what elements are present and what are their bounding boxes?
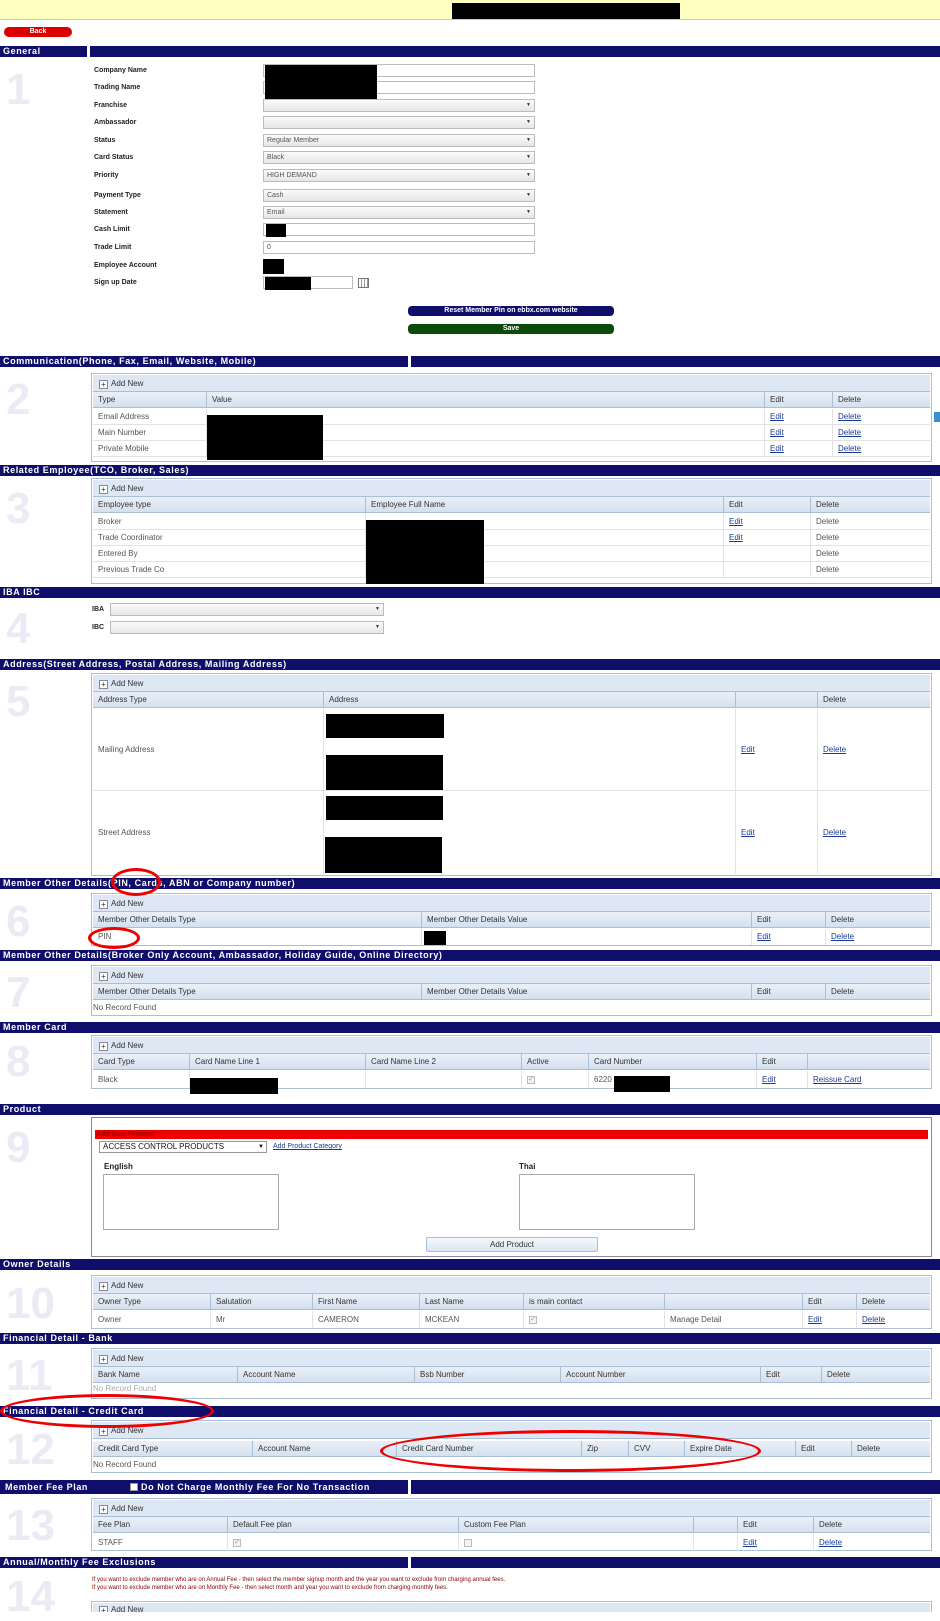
employee-grid <box>91 478 932 584</box>
column-header <box>735 692 817 707</box>
highlight-circle <box>380 1430 761 1472</box>
column-header: Active <box>521 1054 588 1069</box>
add-new-product-bar: Add New Product <box>95 1130 928 1139</box>
section-number: 10 <box>6 1279 55 1328</box>
statement-label: Statement <box>94 209 128 216</box>
company-name-label: Company Name <box>94 67 147 74</box>
add-new-button[interactable] <box>93 675 930 692</box>
redacted-block <box>190 1078 278 1094</box>
employee-type-cell: Trade Coordinator <box>98 533 163 542</box>
highlight-circle <box>0 1394 214 1428</box>
fee-plan-grid <box>91 1498 932 1551</box>
plus-icon: + <box>99 972 108 981</box>
grid-header <box>93 497 930 513</box>
section-member-fee-plan <box>0 1480 940 1494</box>
thai-textarea[interactable] <box>519 1174 695 1230</box>
add-new-button[interactable] <box>93 1037 930 1054</box>
section-title: Financial Detail - Bank <box>3 1333 113 1343</box>
redacted-block <box>326 714 444 738</box>
column-header <box>664 1294 802 1309</box>
section-number: 8 <box>6 1037 31 1086</box>
redacted-block <box>424 931 446 945</box>
franchise-select[interactable] <box>263 99 535 112</box>
manage-detail-link[interactable]: Manage Detail <box>664 1311 802 1328</box>
column-header: Employee Full Name <box>365 497 723 512</box>
card-status-label: Card Status <box>94 154 134 161</box>
grid-header <box>93 912 930 928</box>
add-new-label: Add New <box>111 379 144 388</box>
edit-link[interactable]: Edit <box>735 709 817 790</box>
section-general <box>0 46 940 57</box>
delete-link[interactable]: Delete <box>825 929 932 945</box>
redacted-title <box>452 3 680 19</box>
column-header: Delete <box>810 497 932 512</box>
column-header: Edit <box>760 1367 821 1382</box>
plus-icon: + <box>99 380 108 389</box>
section-number: 2 <box>6 375 31 424</box>
highlight-circle <box>111 868 161 896</box>
column-header: Edit <box>764 392 832 407</box>
table-row <box>93 929 930 945</box>
column-header: Delete <box>825 912 932 927</box>
add-new-label: Add New <box>111 1605 144 1612</box>
add-new-label: Add New <box>111 971 144 980</box>
add-new-button[interactable] <box>93 1350 930 1367</box>
add-new-label: Add New <box>111 484 144 493</box>
plus-icon: + <box>99 1355 108 1364</box>
column-header: Card Type <box>98 1057 135 1066</box>
redacted-block <box>326 796 443 820</box>
other-details-grid <box>91 893 932 946</box>
employee-type-cell: Previous Trade Co <box>98 565 165 574</box>
column-header: Owner Type <box>98 1297 141 1306</box>
status-label: Status <box>94 137 116 144</box>
column-header: is main contact <box>523 1294 664 1309</box>
column-header: Zip <box>581 1441 628 1456</box>
first-name-cell: CAMERON <box>312 1311 419 1328</box>
redacted-block <box>326 755 443 790</box>
column-header: Credit Card Number <box>396 1441 581 1456</box>
delete-link[interactable]: Delete <box>832 441 932 456</box>
cash-limit-label: Cash Limit <box>94 226 130 233</box>
check-icon: ✓ <box>528 1075 534 1083</box>
payment-type-label: Payment Type <box>94 192 141 199</box>
column-header: Fee Plan <box>98 1520 131 1529</box>
column-header: Salutation <box>210 1294 312 1309</box>
section-number: 7 <box>6 968 31 1017</box>
column-header: Type <box>98 395 116 404</box>
franchise-label: Franchise <box>94 102 128 109</box>
column-header: Account Number <box>560 1367 760 1382</box>
employee-type-cell: Entered By <box>98 549 138 558</box>
address-type-cell: Street Address <box>98 828 151 837</box>
bank-grid <box>91 1348 932 1399</box>
section-related-employee <box>0 465 940 476</box>
column-header: Expire Date <box>684 1441 795 1456</box>
section-owner-details <box>0 1259 940 1270</box>
edit-link[interactable]: Edit <box>723 530 810 545</box>
payment-type-select[interactable]: Cash ▼ <box>263 189 535 202</box>
table-row <box>93 1311 930 1328</box>
grid-header <box>93 1367 930 1383</box>
delete-link[interactable]: Delete <box>856 1311 932 1328</box>
annual-fee-note: If you want to exclude member who are on Annual Fee - then select the member signup month and the year you want to exclude from charging annual fees. <box>92 1577 506 1583</box>
redacted-block <box>207 415 323 460</box>
add-new-button[interactable] <box>93 1277 930 1294</box>
grid-header <box>93 1517 930 1533</box>
section-number: 13 <box>6 1501 55 1550</box>
grid-header <box>93 1294 930 1310</box>
column-header: Card Number <box>588 1054 756 1069</box>
column-header: Bank Name <box>98 1370 140 1379</box>
trade-limit-label: Trade Limit <box>94 244 132 251</box>
add-new-label: Add New <box>111 1281 144 1290</box>
add-product-category-link[interactable]: Add Product Category <box>273 1143 342 1150</box>
checkbox-icon <box>464 1539 472 1547</box>
ibc-label: IBC <box>92 624 105 631</box>
type-cell: Private Mobile <box>98 444 149 453</box>
column-header: Card Name Line 1 <box>189 1054 365 1069</box>
column-header: Delete <box>851 1441 932 1456</box>
section-title: IBA IBC <box>3 587 41 597</box>
monthly-fee-note: If you want to exclude member who are on Monthly Fee - then select month and year you want to exclude from charging monthly fees. <box>92 1585 448 1591</box>
plus-icon: + <box>99 1427 108 1436</box>
card-status-select[interactable]: Black ▼ <box>263 151 535 164</box>
column-header: CVV <box>628 1441 684 1456</box>
no-record-text: No Record Found <box>93 1003 157 1012</box>
custom-fee-checkbox[interactable] <box>458 1534 693 1551</box>
plus-icon: + <box>99 1606 108 1612</box>
section-financial-bank <box>0 1333 940 1344</box>
grid-header <box>93 1054 930 1070</box>
redacted-block <box>614 1076 670 1092</box>
section-title: Communication(Phone, Fax, Email, Website, Mobile) <box>3 356 257 366</box>
delete-link[interactable]: Delete <box>832 425 932 440</box>
no-record-text: No Record Found <box>93 1384 157 1393</box>
empty-cell <box>693 1534 737 1551</box>
delete-link[interactable]: Delete <box>813 1534 932 1551</box>
check-icon: ✓ <box>530 1315 536 1323</box>
add-new-label: Add New <box>111 1354 144 1363</box>
column-header: Employee type <box>98 500 151 509</box>
section-number: 1 <box>6 65 31 114</box>
member-card-grid <box>91 1035 932 1089</box>
calendar-icon[interactable] <box>358 278 369 288</box>
dropdown-arrow-icon: ▼ <box>258 1144 264 1150</box>
section-number: 5 <box>6 677 31 726</box>
default-fee-checkbox[interactable] <box>227 1534 458 1551</box>
section-title: Member Card <box>3 1022 68 1032</box>
column-header: Last Name <box>419 1294 523 1309</box>
value-cell <box>421 929 751 945</box>
card-name-line2-cell <box>365 1071 521 1088</box>
add-new-label: Add New <box>111 679 144 688</box>
column-header: Delete <box>825 984 932 999</box>
section-number: 12 <box>6 1425 55 1474</box>
column-header: Card Name Line 2 <box>365 1054 521 1069</box>
employee-type-cell: Broker <box>98 517 122 526</box>
product-category-value: ACCESS CONTROL PRODUCTS <box>103 1142 225 1151</box>
column-header: Member Other Details Type <box>98 915 196 924</box>
section-fee-exclusions <box>0 1557 940 1568</box>
product-category-select[interactable] <box>99 1141 267 1153</box>
section-iba-ibc <box>0 587 940 598</box>
section-number: 4 <box>6 604 31 653</box>
reset-member-pin-button[interactable]: Reset Member Pin on ebbx.com website <box>408 306 614 316</box>
section-address <box>0 659 940 670</box>
type-cell: Main Number <box>98 428 147 437</box>
edit-link[interactable]: Edit <box>764 409 832 424</box>
column-header: Member Other Details Value <box>421 984 751 999</box>
table-row <box>93 709 930 791</box>
cash-limit-input[interactable] <box>263 223 535 236</box>
edit-link[interactable]: Edit <box>723 514 810 529</box>
save-button[interactable]: Save <box>408 324 614 334</box>
redacted-block <box>325 837 442 873</box>
type-cell: Email Address <box>98 412 150 421</box>
plus-icon: + <box>99 1505 108 1514</box>
column-header: Edit <box>802 1294 856 1309</box>
ibc-select[interactable] <box>110 621 384 634</box>
table-row <box>93 562 930 578</box>
communication-grid <box>91 373 932 462</box>
column-header: Value <box>206 392 764 407</box>
grid-header <box>93 692 930 708</box>
employee-account-checkbox-redacted[interactable] <box>263 259 284 274</box>
redacted-block <box>265 277 311 290</box>
add-new-button[interactable] <box>93 1500 930 1517</box>
column-header: Account Name <box>252 1441 396 1456</box>
scroll-tab[interactable] <box>934 412 940 422</box>
section-number: 11 <box>6 1351 53 1400</box>
section-member-card <box>0 1022 940 1033</box>
column-header: First Name <box>312 1294 419 1309</box>
column-header: Custom Fee Plan <box>458 1517 693 1532</box>
no-record-text: No Record Found <box>93 1460 157 1469</box>
column-header: Credit Card Type <box>98 1444 159 1453</box>
plus-icon: + <box>99 900 108 909</box>
owner-type-cell: Owner <box>98 1315 122 1324</box>
priority-label: Priority <box>94 172 119 179</box>
redacted-block <box>266 224 286 237</box>
plus-icon: + <box>99 485 108 494</box>
card-type-cell: Black <box>98 1075 118 1084</box>
edit-link[interactable]: Edit <box>756 1071 807 1088</box>
section-title: General <box>3 46 41 56</box>
reissue-card-link[interactable]: Reissue Card <box>807 1071 932 1088</box>
delete-link[interactable]: Delete <box>817 791 932 874</box>
other-details-grid-2 <box>91 965 932 1016</box>
edit-link[interactable]: Edit <box>751 929 825 945</box>
column-header: Address <box>323 692 735 707</box>
add-new-button[interactable] <box>93 895 930 912</box>
ambassador-select[interactable] <box>263 116 535 129</box>
delete-cell[interactable]: Delete <box>810 562 932 577</box>
section-title: Member Other Details(PIN, Cards, ABN or Company number) <box>3 878 296 888</box>
edit-cell <box>723 546 810 561</box>
column-header: Edit <box>756 1054 807 1069</box>
type-cell: PIN <box>98 932 112 941</box>
address-type-cell: Mailing Address <box>98 745 155 754</box>
trading-name-label: Trading Name <box>94 84 141 91</box>
exclusions-grid <box>91 1601 932 1612</box>
status-select[interactable]: Regular Member ▼ <box>263 134 535 147</box>
plus-icon: + <box>99 1042 108 1051</box>
grid-header <box>93 392 930 408</box>
no-charge-label: Do Not Charge Monthly Fee For No Transaction <box>141 1482 370 1492</box>
salutation-cell: Mr <box>210 1311 312 1328</box>
product-panel <box>91 1117 932 1257</box>
trade-limit-input[interactable]: 0 <box>263 241 535 254</box>
section-title: Annual/Monthly Fee Exclusions <box>3 1557 156 1567</box>
section-title: Owner Details <box>3 1259 71 1269</box>
top-bar <box>0 0 940 20</box>
section-title: Related Employee(TCO, Broker, Sales) <box>3 465 190 475</box>
section-title: Member Other Details(Broker Only Account, Ambassador, Holiday Guide, Online Directory) <box>3 950 443 960</box>
column-header: Edit <box>795 1441 851 1456</box>
column-header: Delete <box>821 1367 932 1382</box>
column-header: Delete <box>832 392 932 407</box>
add-new-button[interactable] <box>93 967 930 984</box>
column-header: Default Fee plan <box>227 1517 458 1532</box>
ambassador-label: Ambassador <box>94 119 137 126</box>
column-header: Address Type <box>98 695 147 704</box>
add-new-label: Add New <box>111 1504 144 1513</box>
delete-cell[interactable]: Delete <box>810 514 932 529</box>
signup-date-label: Sign up Date <box>94 279 137 286</box>
column-header <box>807 1054 932 1069</box>
column-header: Member Other Details Value <box>421 912 751 927</box>
delete-cell[interactable]: Delete <box>810 530 932 545</box>
iba-select[interactable] <box>110 603 384 616</box>
column-header <box>693 1517 737 1532</box>
table-row <box>93 1534 930 1551</box>
add-new-label: Add New <box>111 1041 144 1050</box>
column-header: Account Name <box>237 1367 414 1382</box>
column-header: Edit <box>723 497 810 512</box>
column-header: Delete <box>813 1517 932 1532</box>
active-checkbox[interactable] <box>521 1071 588 1088</box>
section-title: Member Fee Plan <box>5 1482 89 1492</box>
address-grid <box>91 673 932 876</box>
column-header: Edit <box>737 1517 813 1532</box>
delete-link[interactable]: Delete <box>817 709 932 790</box>
column-header: Bsb Number <box>414 1367 560 1382</box>
edit-link[interactable]: Edit <box>764 441 832 456</box>
back-button[interactable]: Back <box>4 27 72 37</box>
section-title: Product <box>3 1104 42 1114</box>
fee-plan-cell: STAFF <box>98 1538 123 1547</box>
edit-link[interactable]: Edit <box>735 791 817 874</box>
delete-link[interactable]: Delete <box>832 409 932 424</box>
section-title: Financial Detail - Credit Card <box>3 1406 145 1416</box>
column-header: Member Other Details Type <box>98 987 196 996</box>
add-new-button[interactable] <box>93 375 930 392</box>
column-header: Edit <box>751 912 825 927</box>
table-row <box>93 546 930 562</box>
add-new-label: Add New <box>111 899 144 908</box>
section-title: Address(Street Address, Postal Address, Mailing Address) <box>3 659 287 669</box>
statement-select[interactable]: Email ▼ <box>263 206 535 219</box>
edit-link[interactable]: Edit <box>764 425 832 440</box>
delete-cell[interactable]: Delete <box>810 546 932 561</box>
table-row <box>93 791 930 874</box>
column-header: Edit <box>751 984 825 999</box>
check-icon: ✓ <box>234 1538 240 1546</box>
section-number: 9 <box>6 1123 31 1172</box>
card-number-cell: 6220 <box>588 1071 756 1088</box>
english-label: English <box>104 1162 133 1171</box>
last-name-cell: MCKEAN <box>419 1311 523 1328</box>
thai-label: Thai <box>519 1162 536 1171</box>
section-number: 3 <box>6 484 31 533</box>
employee-account-label: Employee Account <box>94 262 157 269</box>
add-product-button[interactable]: Add Product <box>426 1237 598 1252</box>
owner-grid <box>91 1275 932 1329</box>
column-header: Delete <box>817 692 932 707</box>
priority-select[interactable]: HIGH DEMAND ▼ <box>263 169 535 182</box>
add-new-button[interactable] <box>93 480 930 497</box>
main-contact-checkbox[interactable] <box>523 1311 664 1328</box>
section-product <box>0 1104 940 1115</box>
section-number: 6 <box>6 897 31 946</box>
plus-icon: + <box>99 680 108 689</box>
add-new-label: Add New <box>111 1426 144 1435</box>
iba-label: IBA <box>92 606 105 613</box>
redacted-block <box>366 520 484 584</box>
add-new-button[interactable] <box>93 1603 930 1612</box>
table-row <box>93 530 930 546</box>
section-number: 14 <box>6 1572 55 1621</box>
section-communication <box>0 356 940 367</box>
edit-link[interactable]: Edit <box>802 1311 856 1328</box>
table-row <box>93 514 930 530</box>
highlight-circle <box>88 927 140 949</box>
english-textarea[interactable] <box>103 1174 279 1230</box>
column-header: Delete <box>856 1294 932 1309</box>
grid-header <box>93 984 930 1000</box>
plus-icon: + <box>99 1282 108 1291</box>
section-member-other-details-2 <box>0 950 940 961</box>
edit-link[interactable]: Edit <box>737 1534 813 1551</box>
no-charge-checkbox[interactable] <box>130 1483 138 1491</box>
edit-cell <box>723 562 810 577</box>
